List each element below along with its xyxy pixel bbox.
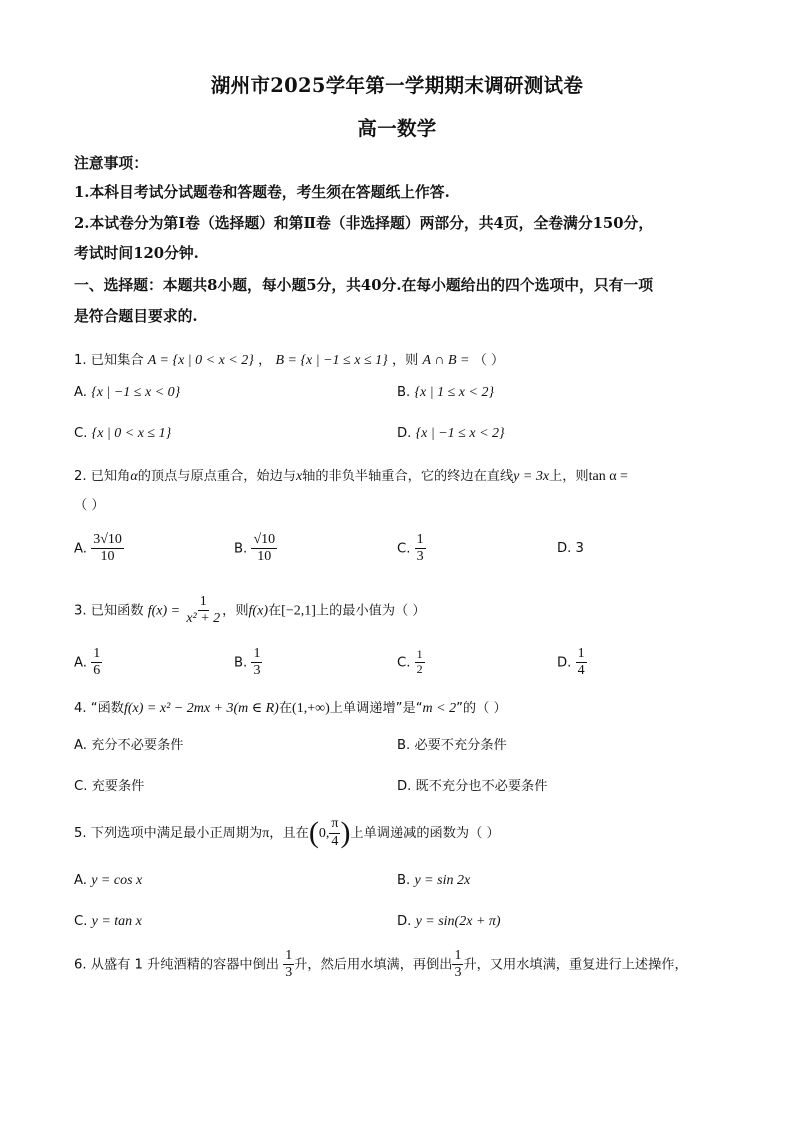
option-text: y = cos x [91, 873, 143, 888]
q5-paren-open: ( [308, 816, 319, 849]
numerator: 1 [91, 646, 102, 663]
q2-option-b-fraction [251, 532, 277, 565]
q3-mid2: 在 [267, 603, 282, 619]
numerator: 1 [251, 646, 262, 663]
q1-ask-expr: A ∩ B = [422, 353, 470, 368]
q5-option-c [74, 914, 142, 930]
exam-title: 湖州市2025学年第一学期期末调研测试卷 [210, 74, 584, 97]
q5-pi: π [262, 826, 270, 841]
denominator: 10 [100, 549, 115, 565]
denominator: x² + 2 [186, 611, 221, 627]
q1-option-b [397, 385, 494, 401]
q3-option-b [234, 646, 262, 679]
q4-expr: f(x) = x² − 2mx + 3(m ∈ R) [123, 701, 279, 716]
q3-interval: [−2,1] [281, 603, 316, 619]
exam-subtitle: 高一数学 [357, 117, 437, 140]
q2-option-d: D. 3 [557, 541, 584, 556]
numerator: 3√10 [91, 532, 124, 549]
denominator: 3 [454, 965, 462, 981]
numerator: 1 [283, 948, 294, 965]
option-text: {x | −1 ≤ x < 0} [91, 385, 181, 400]
q6-prefix: 6. 从盛有 1 升纯酒精的容器中倒出 [74, 957, 279, 973]
q3-option-b-fraction [251, 646, 262, 679]
denominator: 10 [257, 549, 272, 565]
q4-mid: 在 [278, 701, 293, 716]
denominator: 6 [93, 663, 101, 679]
q1-blank: （ ） [473, 353, 505, 368]
q2-alpha: α [130, 469, 138, 484]
section-1-line-1: 一、选择题：本题共8小题，每小题5分，共40分.在每小题给出的四个选项中，只有一项 [74, 277, 654, 294]
q4-prefix: 4. “函数 [74, 701, 124, 716]
q1-option-d [397, 426, 505, 442]
denominator: 3 [253, 663, 261, 679]
q3-option-d [557, 646, 587, 679]
q2-text-2: 的顶点与原点重合，始边与 [137, 469, 296, 484]
q3-option-a-fraction [91, 646, 102, 679]
q2-x: x [295, 469, 303, 484]
q2-blank: （ ） [74, 498, 105, 513]
q5-option-b [397, 873, 470, 889]
question-3 [74, 594, 426, 627]
q2-option-a-fraction [91, 532, 124, 565]
notice-item-2-line-2: 考试时间120分钟. [74, 245, 199, 262]
q3-option-d-fraction [576, 646, 587, 679]
numerator: 1 [416, 647, 423, 661]
q1-comma: ， [258, 353, 272, 368]
numerator: 1 [415, 532, 426, 549]
option-text: {x | −1 ≤ x < 2} [415, 426, 505, 441]
q3-fx2: f(x) [248, 603, 268, 619]
option-label: A. [74, 655, 87, 671]
denominator: 3 [416, 549, 424, 565]
q5-option-d [397, 914, 501, 930]
option-label: D. [397, 426, 412, 441]
option-text: y = sin 2x [414, 873, 471, 888]
option-label: A. [74, 385, 87, 400]
option-label: A. [74, 873, 87, 888]
option-label: B. [234, 655, 248, 671]
option-text: {x | 0 < x ≤ 1} [91, 426, 172, 441]
notice-item-1: 1.本科目考试分试题卷和答题卷，考生须在答题纸上作答. [74, 184, 450, 201]
q5-mid: ，且在 [269, 826, 309, 841]
q3-option-c-fraction [415, 648, 425, 677]
question-4 [74, 697, 507, 717]
q5-prefix: 5. 下列选项中满足最小正周期为 [74, 826, 263, 841]
q3-option-a [74, 646, 102, 679]
q5-int-left: 0, [318, 826, 330, 841]
q3-fx: f(x) = [147, 603, 181, 619]
numerator: π [329, 816, 340, 833]
q1-set-a: A = {x | 0 < x < 2} [147, 353, 254, 368]
q1-ask-pre: ，则 [391, 353, 419, 368]
notice-item-2-line-1: 2.本试卷分为第Ⅰ卷（选择题）和第Ⅱ卷（非选择题）两部分，共4页，全卷满分150分， [74, 215, 654, 232]
option-text: y = sin(2x + π) [415, 914, 501, 929]
numerator: 1 [576, 646, 587, 663]
option-label: C. [397, 541, 411, 557]
section-1-line-2: 是符合题目要求的. [74, 308, 198, 325]
q5-paren-close: ) [340, 816, 351, 849]
q2-text-1: 2. 已知角 [74, 469, 131, 484]
q5-option-a [74, 873, 142, 889]
option-text: y = tan x [91, 914, 142, 929]
denominator: 2 [416, 661, 423, 676]
q2-option-c [397, 532, 426, 565]
q2-text-3: 轴的非负半轴重合，它的终边在直线 [302, 469, 514, 484]
q4-mid2: 上单调递增”是“ [329, 701, 423, 716]
q4-option-b: B. 必要不充分条件 [397, 738, 507, 753]
q3-end: 上的最小值为（ ） [315, 603, 426, 619]
option-label: C. [74, 426, 88, 441]
q3-option-c [397, 648, 425, 677]
q1-option-a [74, 385, 180, 401]
denominator: 4 [331, 833, 339, 849]
q5-end: 上单调递减的函数为（ ） [350, 826, 500, 841]
q3-prefix: 3. 已知函数 [74, 603, 144, 619]
q4-option-d: D. 既不充分也不必要条件 [397, 779, 548, 794]
q6-fraction-2 [452, 948, 463, 981]
denominator: 3 [285, 965, 293, 981]
q3-fraction [184, 594, 222, 627]
denominator: 4 [577, 663, 585, 679]
q2-option-a [74, 532, 124, 565]
numerator: 1 [452, 948, 463, 965]
option-label: A. [74, 541, 87, 557]
q3-mid: ，则 [222, 603, 249, 619]
q6-fraction-1 [283, 948, 294, 981]
numerator: √10 [251, 532, 277, 549]
q4-option-a: A. 充分不必要条件 [74, 738, 184, 753]
option-label: D. [557, 655, 572, 671]
q1-set-b: B = {x | −1 ≤ x ≤ 1} [275, 353, 388, 368]
q2-tan-expr: tan α = [588, 469, 628, 484]
option-label: C. [397, 655, 411, 671]
numerator: 1 [198, 594, 209, 611]
option-label: B. [397, 873, 411, 888]
option-label: B. [234, 541, 248, 557]
q2-text-4: 上，则 [549, 469, 589, 484]
option-label: B. [397, 385, 411, 400]
notice-heading: 注意事项： [74, 155, 148, 172]
q4-end: ”的（ ） [456, 701, 507, 716]
q6-end: 升，又用水填满，重复进行上述操作， [463, 957, 688, 973]
q4-option-c: C. 充要条件 [74, 779, 145, 794]
question-1 [74, 349, 504, 369]
q4-cond: m < 2 [422, 701, 457, 716]
q1-option-c [74, 426, 171, 442]
q5-int-fraction [329, 816, 340, 849]
question-2 [74, 465, 628, 485]
q1-prefix: 1. 已知集合 [74, 353, 144, 368]
option-label: D. [397, 914, 412, 929]
q6-mid: 升，然后用水填满，再倒出 [294, 957, 453, 973]
option-label: C. [74, 914, 88, 929]
q2-line-eq: y = 3x [513, 469, 550, 484]
question-5 [74, 816, 500, 850]
option-text: {x | 1 ≤ x < 2} [414, 385, 495, 400]
q4-interval: (1,+∞) [292, 701, 330, 716]
q2-option-c-fraction [415, 532, 426, 565]
q2-option-b [234, 532, 277, 565]
question-6 [74, 948, 688, 981]
